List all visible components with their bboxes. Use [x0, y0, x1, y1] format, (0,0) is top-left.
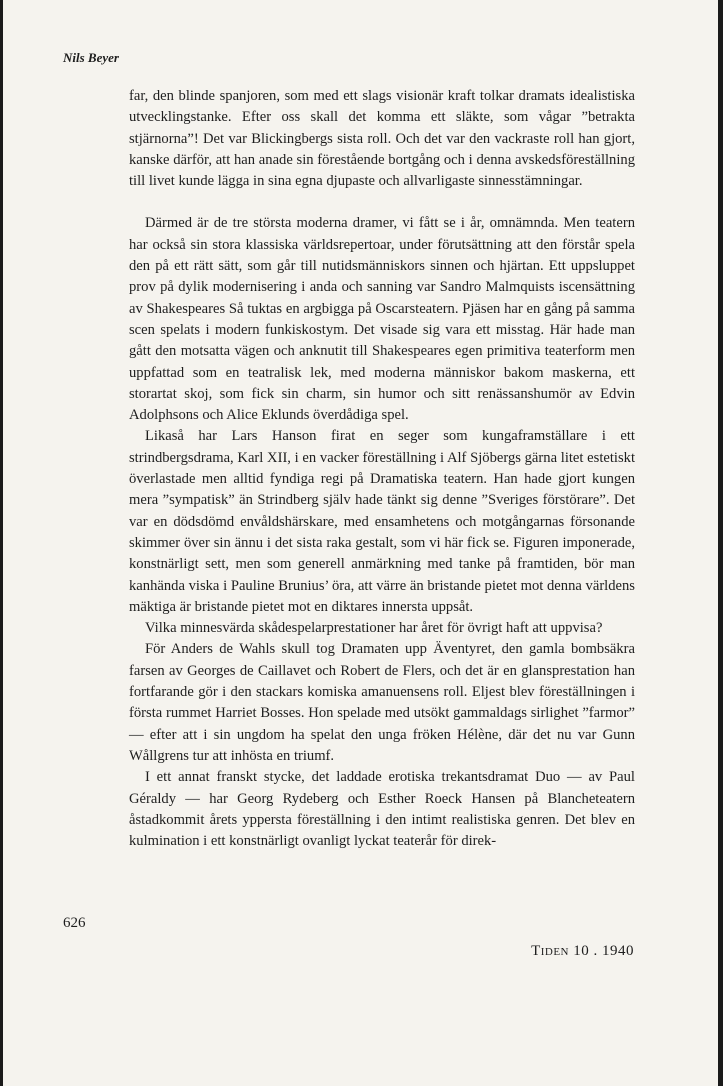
- paragraph: Vilka minnesvärda skådespelarprestationer har året för övrigt haft att uppvisa?: [145, 620, 603, 637]
- page-number: 626: [63, 915, 86, 931]
- paragraph: far, den blinde spanjoren, som med ett slags visionär kraft tolkar dramats idealistiska utvecklingstanke. Efter oss skall det komma ett släkte, som vågar ”betrakta stjärnorna”! Det var Blickingbergs sista roll. Och det var den vackraste roll han gjort, kanske därför, att han anade sin förestående bortgång och i denna avskedsföreställning till livet kunde lägga in sina egna djupaste och allvarligaste sinnesstämningar.: [129, 88, 635, 190]
- document-page: [3, 0, 718, 1086]
- paragraph: I ett annat franskt stycke, det laddade erotiska trekantsdramat Duo — av Paul Géraldy — har Georg Rydeberg och Esther Roeck Hansen på Blancheteatern åstadkommit årets yppersta föreställning i den intimt realistiska genren. Det blev en kulmination i ett konstnärligt ovanligt lyckat teaterår för direk-: [129, 769, 635, 850]
- body-text: [129, 86, 635, 852]
- footer-source: Tiden 10 . 1940: [531, 943, 634, 959]
- paragraph: För Anders de Wahls skull tog Dramaten upp Äventyret, den gamla bombsäkra farsen av Georges de Caillavet och Robert de Flers, och det är en glansprestation han fortfarande gör i den stackars komiska amanuensens roll. Eljest blev föreställningen i första rummet Harriet Bosses. Hon spelade med utsökt gammaldags sirlighet ”farmor” — efter att i sin ungdom ha spelat den unga fröken Hélène, där det nu var Gunn Wållgrens tur att inhösta en triumf.: [129, 641, 635, 764]
- paragraph: Därmed är de tre största moderna dramer, vi fått se i år, omnämnda. Men teatern har också sin stora klassiska världsrepertoar, under förutsättning att den förstår spela den på ett rätt sätt, som går till nutidsmänniskors sinnen och hjärtan. Ett uppsluppet prov på dylik modernisering i anda och sanning var Sandro Malmquists iscensättning av Shakespeares Så tuktas en argbigga på Oscarsteatern. Pjäsen har en gång på samma scen spelats i modern funkiskostym. Det visade sig vara ett misstag. Här hade man gått den motsatta vägen och anknutit till Shakespeares egen primitiva teaterform men uppfattad som en teatralisk lek, med moderna människor bakom maskerna, ett storartat skoj, som fick sin charm, sin humor och sitt renässanshumör av Edvin Adolphsons och Alice Eklunds överdådiga spel.: [129, 215, 635, 424]
- running-head-author: Nils Beyer: [63, 50, 119, 65]
- paragraph: Likaså har Lars Hanson firat en seger som kungaframställare i ett strindbergsdrama, Karl XII, i en vacker föreställning i Alf Sjöbergs gärna litet estetiskt överlastade men alltid fyndiga regi på Dramatiska teatern. Han hade gjort kungen mera ”sympatisk” än Strindberg själv hade tänkt sig denne ”Sveriges förstörare”. Det var en dödsdömd envåldshärskare, med ensamhetens och motgångarnas försonande skimmer över sin ännu i det sista raka gestalt, som vi här fick se. Figuren imponerade, konstnärligt sett, men som generell anmärkning med tanke på framtiden, bör man kanhända viska i Pauline Brunius’ öra, att värre än bristande pietet mot denna världens mäktiga är bristande pietet mot en diktares innersta uppsåt.: [129, 428, 635, 615]
